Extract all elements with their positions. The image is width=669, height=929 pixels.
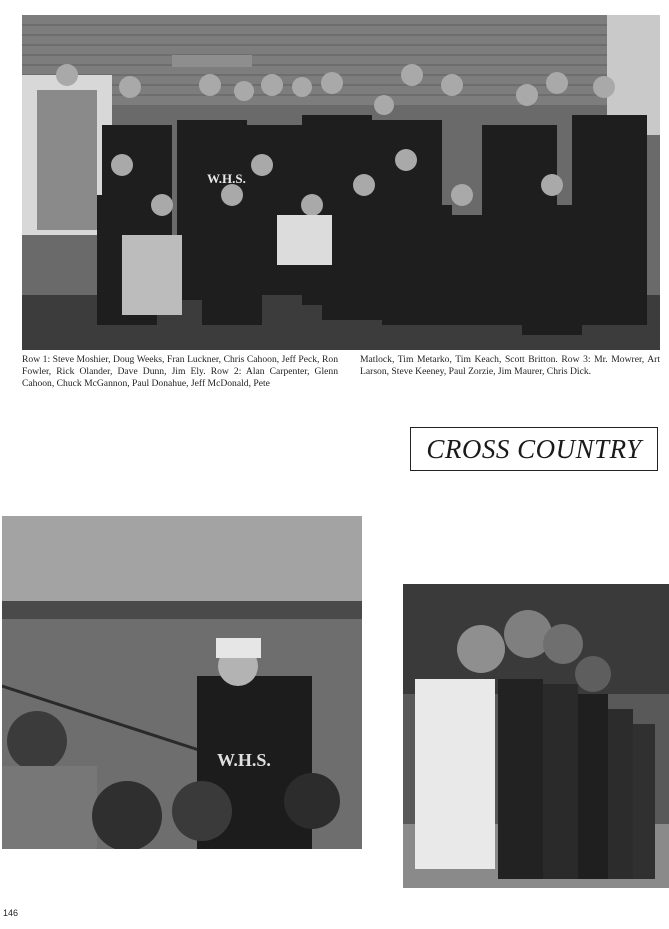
coach-talk-photo xyxy=(2,516,362,849)
team-photo xyxy=(22,15,660,350)
photo-caption-left-column: Row 1: Steve Moshier, Doug Weeks, Fran Luckner, Chris Cahoon, Jeff Peck, Ron Fowler, Rick Olander, Dave Dunn, Jim Ely. Row 2: Alan Carpenter, Glenn Cahoon, Chuck McGannon, Paul Donahue, Jeff McDonald, Pete xyxy=(22,354,338,390)
sweatshirt-lettering: W.H.S. xyxy=(217,750,271,770)
section-title-box xyxy=(410,427,658,471)
sweatshirt-lettering: W.H.S. xyxy=(207,171,246,186)
photo-caption-right-column: Matlock, Tim Metarko, Tim Keach, Scott Britton. Row 3: Mr. Mowrer, Art Larson, Steve Keeney, Paul Zorzie, Jim Maurer, Chris Dick. xyxy=(360,354,660,378)
runners-start-line-photo xyxy=(403,584,669,888)
page-number: 146 xyxy=(3,908,19,918)
section-title: CROSS COUNTRY xyxy=(426,433,642,464)
